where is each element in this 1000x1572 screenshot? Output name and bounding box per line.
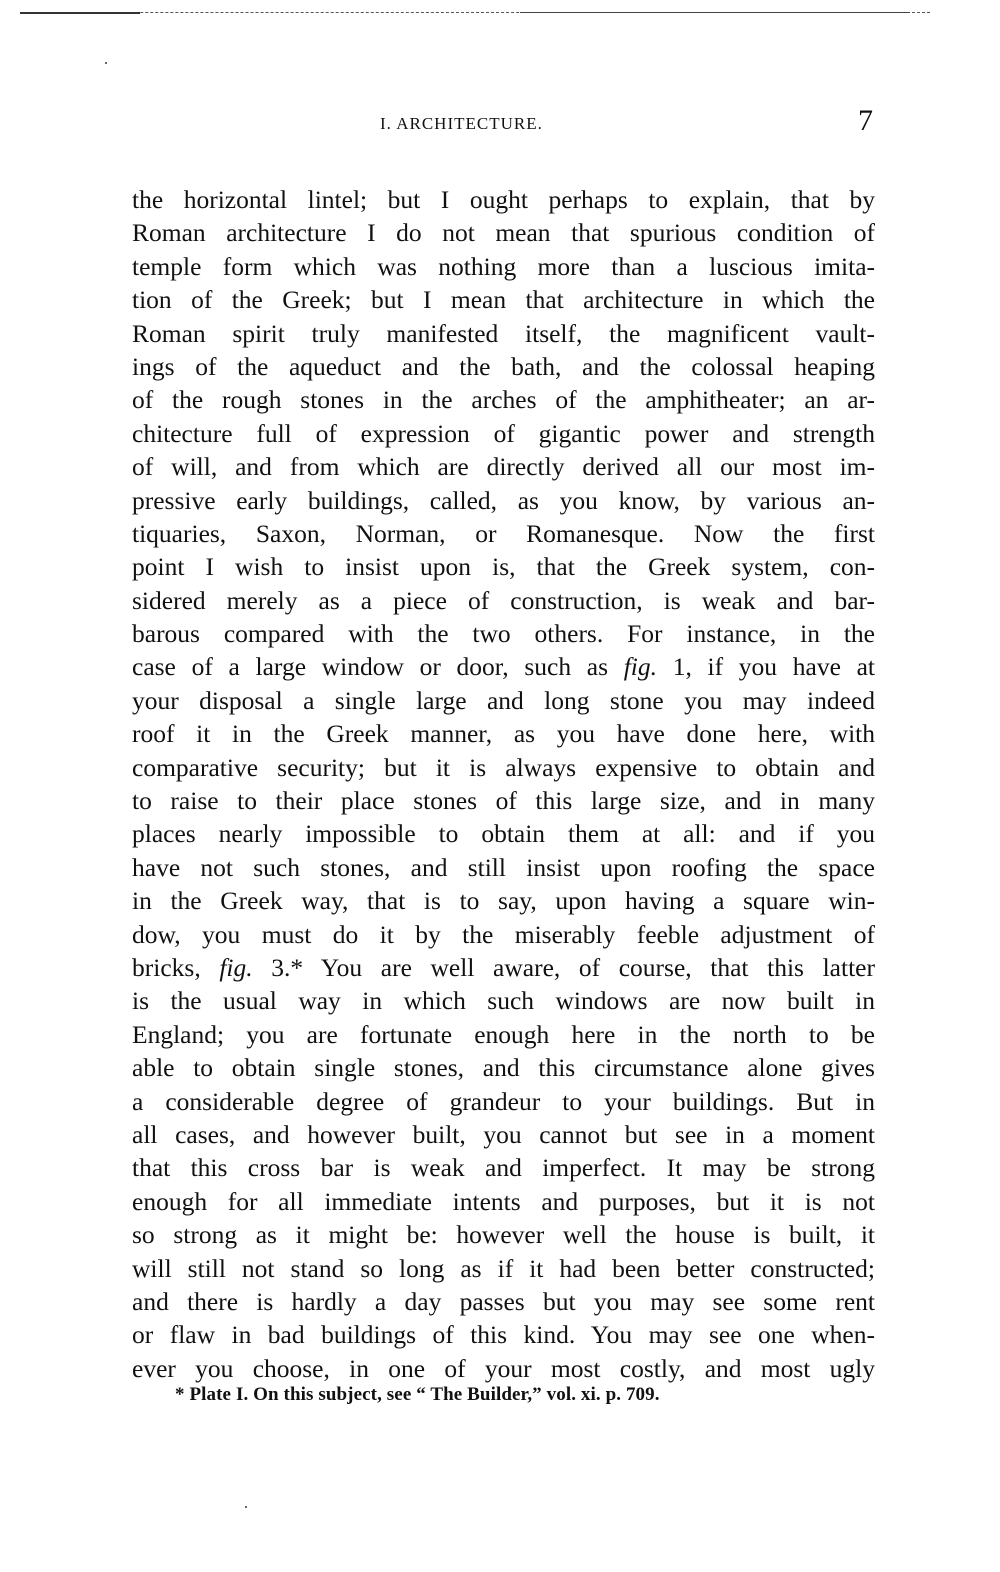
text-line: to raise to their place stones of this large size, and in many [132, 786, 875, 816]
scan-edge-rule-segment [520, 12, 910, 13]
text-line: or flaw in bad buildings of this kind. You may see one when- [132, 1320, 875, 1350]
figure-reference: fig. [219, 952, 253, 982]
text-line: comparative security; but it is always expensive to obtain and [132, 752, 875, 782]
text-line: able to obtain single stones, and this circumstance alone gives [132, 1053, 875, 1083]
footnote: * Plate I. On this subject, see “ The Builder,” vol. xi. p. 709. [175, 1384, 660, 1405]
text-line: sidered merely as a piece of construction, is weak and bar- [132, 585, 875, 615]
text-line: barous compared with the two others. For instance, in the [132, 619, 875, 649]
text-line: so strong as it might be: however well the house is built, it [132, 1220, 875, 1250]
scan-speck [245, 1506, 247, 1508]
text-line: Roman architecture I do not mean that spurious condition of [132, 218, 875, 248]
text-line: enough for all immediate intents and purposes, but it is not [132, 1186, 875, 1216]
text-line: that this cross bar is weak and imperfect. It may be strong [132, 1153, 875, 1183]
text-line: is the usual way in which such windows are now built in [132, 986, 875, 1016]
text-line: ever you choose, in one of your most costly, and most ugly [132, 1353, 875, 1383]
running-head: I. ARCHITECTURE. [380, 114, 543, 133]
text-line: England; you are fortunate enough here in the north to be [132, 1019, 875, 1049]
text-line: and there is hardly a day passes but you may see some rent [132, 1286, 875, 1316]
text-line: tiquaries, Saxon, Norman, or Romanesque. Now the first [132, 518, 875, 548]
text-line: Roman spirit truly manifested itself, the magnificent vault- [132, 318, 875, 348]
text-line: chitecture full of expression of gigantic power and strength [132, 418, 875, 448]
text-line: point I wish to insist upon is, that the Greek system, con- [132, 552, 875, 582]
text-line: have not such stones, and still insist upon roofing the space [132, 852, 875, 882]
text-line: of the rough stones in the arches of the amphitheater; an ar- [132, 385, 875, 415]
text-line: ings of the aqueduct and the bath, and the colossal heaping [132, 351, 875, 381]
text-line: pressive early buildings, called, as you know, by various an- [132, 485, 875, 515]
figure-reference: fig. [623, 652, 658, 682]
text-line: in the Greek way, that is to say, upon having a square win- [132, 886, 875, 916]
text-line: of will, and from which are directly derived all our most im- [132, 452, 875, 482]
text-line: dow, you must do it by the miserably feeble adjustment of [132, 919, 875, 949]
body-text [132, 183, 875, 1385]
text-line: bricks, fig. 3.* You are well aware, of course, that this latter [132, 952, 875, 982]
page-number: 7 [858, 104, 873, 137]
text-line: temple form which was nothing more than a luscious imita- [132, 251, 875, 281]
text-line: tion of the Greek; but I mean that architecture in which the [132, 285, 875, 315]
text-line: roof it in the Greek manner, as you have done here, with [132, 719, 875, 749]
scan-speck [105, 62, 107, 64]
text-line: the horizontal lintel; but I ought perhaps to explain, that by [132, 185, 875, 214]
text-line: your disposal a single large and long stone you may indeed [132, 685, 875, 715]
text-line: case of a large window or door, such as fig. 1, if you have at [132, 652, 875, 682]
text-line: places nearly impossible to obtain them at all: and if you [132, 819, 875, 849]
text-line: all cases, and however built, you cannot but see in a moment [132, 1119, 875, 1149]
text-line: will still not stand so long as if it had been better constructed; [132, 1253, 875, 1283]
text-line: a considerable degree of grandeur to your buildings. But in [132, 1086, 875, 1116]
scan-edge-rule-segment [20, 12, 140, 14]
